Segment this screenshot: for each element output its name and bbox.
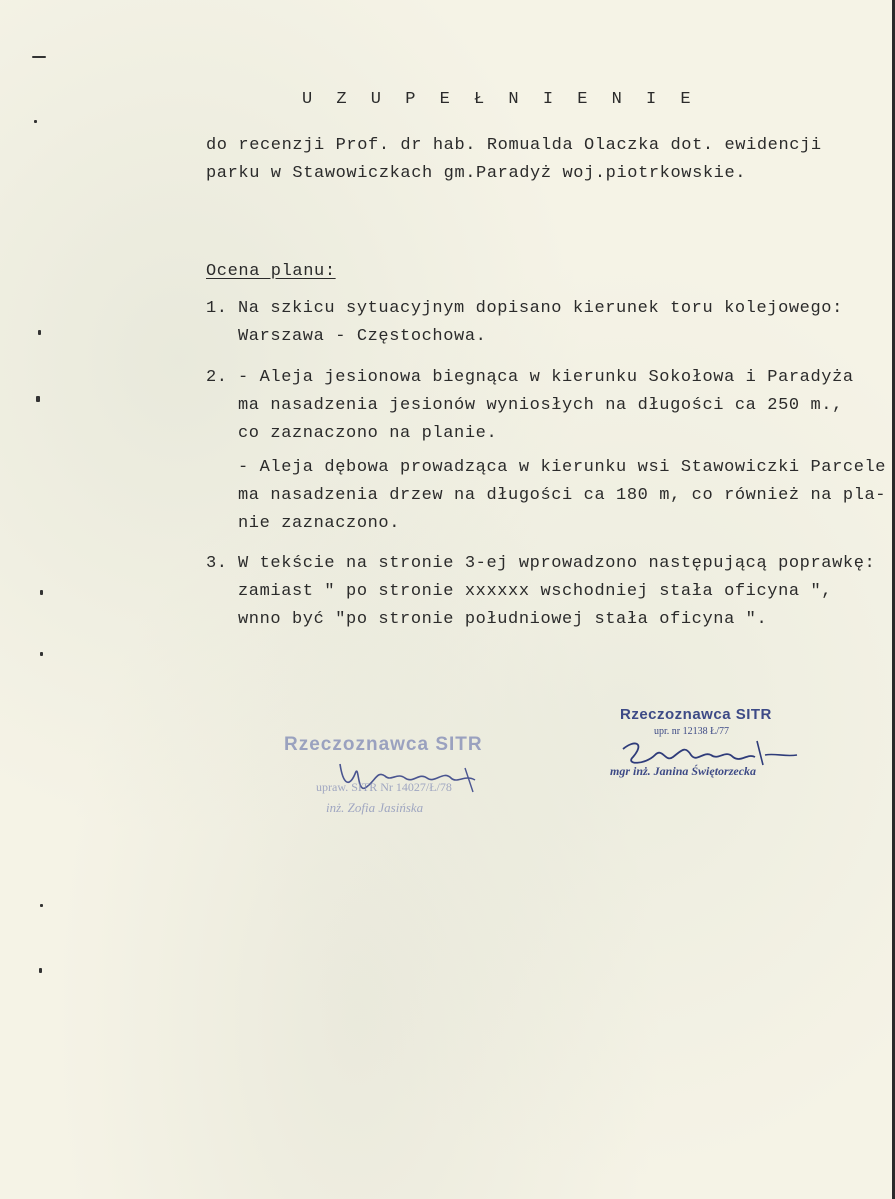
stamp-right-number: upr. nr 12138 Ł/77 — [654, 726, 729, 737]
item-2-sub-line-1: - Aleja dębowa prowadząca w kierunku wsi Stawowiczki Parcele — [238, 458, 887, 477]
item-3-line-1: W tekście na stronie 3-ej wprowadzono następującą poprawkę: — [238, 554, 876, 573]
stamp-left-title: Rzeczoznawca SITR — [284, 734, 483, 755]
section-label: Ocena planu: — [206, 262, 336, 281]
item-2-line-2: ma nasadzenia jesionów wyniosłych na długości ca 250 m., — [238, 396, 843, 415]
margin-mark — [40, 590, 43, 595]
item-3-line-2: zamiast " po stronie xxxxxx wschodniej stała oficyna ", — [238, 582, 833, 601]
item-number-3: 3. — [206, 554, 228, 573]
item-number-2: 2. — [206, 368, 228, 387]
intro-line-2: parku w Stawowiczkach gm.Paradyż woj.piotrkowskie. — [206, 164, 747, 183]
item-2-line-3: co zaznaczono na planie. — [238, 424, 498, 443]
item-number-1: 1. — [206, 299, 228, 318]
item-1-line-2: Warszawa - Częstochowa. — [238, 327, 487, 346]
stamp-left-number: upraw. SITR Nr 14027/Ł/78 — [316, 780, 452, 794]
margin-mark — [38, 330, 41, 335]
margin-mark — [36, 396, 40, 402]
document-heading: U Z U P E Ł N I E N I E — [302, 90, 698, 109]
item-2-sub-line-3: nie zaznaczono. — [238, 514, 401, 533]
item-2-line-1: - Aleja jesionowa biegnąca w kierunku Sokołowa i Paradyża — [238, 368, 854, 387]
margin-mark — [32, 56, 46, 58]
item-3-line-3: wnno być "po stronie południowej stała oficyna ". — [238, 610, 768, 629]
stamp-right-name: mgr inż. Janina Świętorzecka — [610, 764, 757, 778]
margin-mark — [34, 120, 37, 123]
margin-mark — [39, 968, 42, 973]
stamp-left-name: inż. Zofia Jasińska — [326, 800, 424, 815]
intro-line-1: do recenzji Prof. dr hab. Romualda Olaczka dot. ewidencji — [206, 136, 822, 155]
stamp-right-title: Rzeczoznawca SITR — [620, 706, 772, 723]
item-1-line-1: Na szkicu sytuacyjnym dopisano kierunek toru kolejowego: — [238, 299, 843, 318]
margin-mark — [40, 904, 43, 907]
margin-mark — [40, 652, 43, 656]
item-2-sub-line-2: ma nasadzenia drzew na długości ca 180 m, co również na pla- — [238, 486, 887, 505]
